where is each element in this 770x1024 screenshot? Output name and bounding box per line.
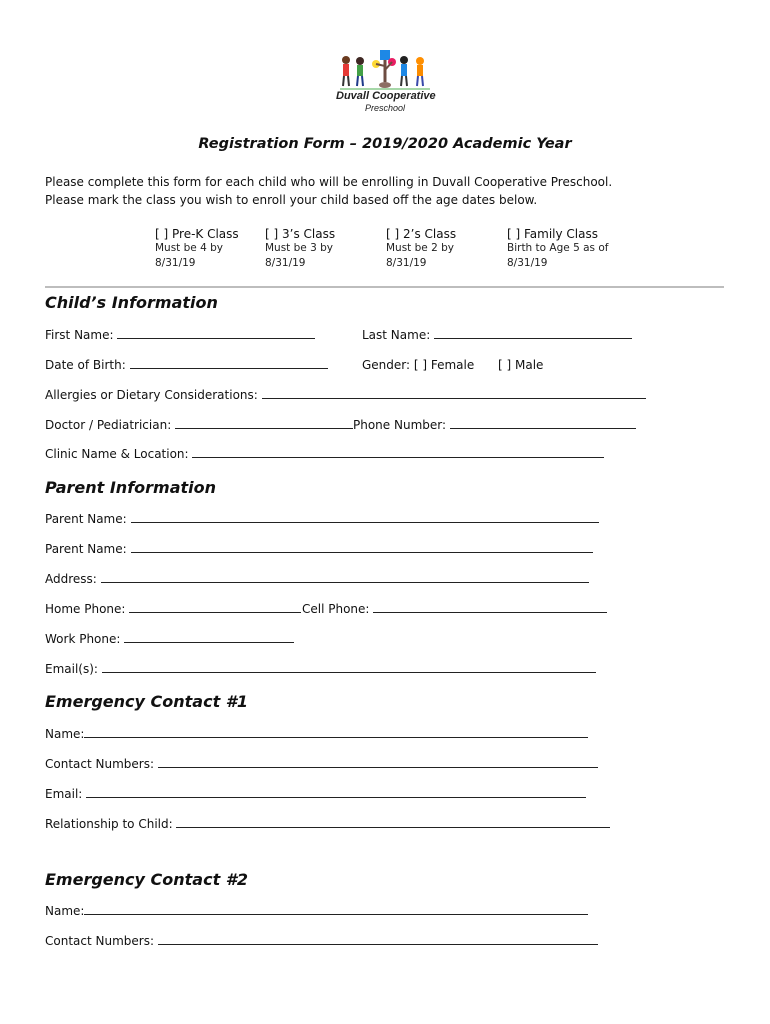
intro-line-2: Please mark the class you wish to enroll your child based off the age dates below. bbox=[45, 193, 538, 207]
clinic-label: Clinic Name & Location: bbox=[45, 447, 189, 461]
ec1-name-input[interactable] bbox=[84, 727, 588, 738]
parent-name-2-input[interactable] bbox=[131, 542, 593, 553]
parent-name-1-input[interactable] bbox=[131, 512, 599, 523]
form-title: Registration Form – 2019/2020 Academic Year bbox=[198, 136, 572, 152]
address-input[interactable] bbox=[101, 572, 589, 583]
work-phone-label: Work Phone: bbox=[45, 632, 121, 646]
ec1-numbers-field[interactable] bbox=[45, 757, 598, 771]
ec1-relationship-input[interactable] bbox=[176, 817, 610, 828]
class-option-family[interactable] bbox=[507, 227, 608, 269]
class-label: [ ] Pre-K Class bbox=[155, 227, 239, 241]
ec1-relationship-label: Relationship to Child: bbox=[45, 817, 173, 831]
intro-line-1: Please complete this form for each child who will be enrolling in Duvall Cooperative Preschool. bbox=[45, 175, 613, 189]
dob-label: Date of Birth: bbox=[45, 358, 126, 372]
parent-name-2-field[interactable] bbox=[45, 542, 593, 556]
gender-female-option[interactable]: Gender: [ ] Female bbox=[362, 358, 475, 372]
class-label: [ ] 3’s Class bbox=[265, 227, 336, 241]
parent-name-label: Parent Name: bbox=[45, 542, 127, 556]
ec1-numbers-label: Contact Numbers: bbox=[45, 757, 155, 771]
class-requirement: Must be 4 by bbox=[155, 242, 223, 254]
cell-phone-label: Cell Phone: bbox=[302, 602, 370, 616]
dob-field[interactable] bbox=[45, 358, 328, 372]
class-requirement: Must be 2 by bbox=[386, 242, 454, 254]
cell-phone-field[interactable] bbox=[302, 602, 607, 616]
home-phone-input[interactable] bbox=[129, 602, 301, 613]
class-option-prek[interactable] bbox=[155, 227, 239, 269]
parent-name-label: Parent Name: bbox=[45, 512, 127, 526]
section-emergency-1: Emergency Contact #1 bbox=[45, 692, 249, 711]
ec2-numbers-field[interactable] bbox=[45, 934, 598, 948]
phone-number-label: Phone Number: bbox=[353, 418, 447, 432]
dob-input[interactable] bbox=[130, 358, 328, 369]
section-emergency-2: Emergency Contact #2 bbox=[45, 870, 249, 889]
last-name-input[interactable] bbox=[434, 328, 632, 339]
home-phone-field[interactable] bbox=[45, 602, 301, 616]
phone-number-input[interactable] bbox=[450, 418, 636, 429]
ec1-name-field[interactable] bbox=[45, 727, 588, 741]
class-option-3s[interactable] bbox=[265, 227, 335, 269]
ec2-name-field[interactable] bbox=[45, 904, 588, 918]
class-date: 8/31/19 bbox=[507, 257, 548, 269]
ec2-name-label: Name: bbox=[45, 904, 85, 918]
allergies-field[interactable] bbox=[45, 388, 646, 402]
emails-field[interactable] bbox=[45, 662, 596, 676]
ec1-email-label: Email: bbox=[45, 787, 83, 801]
allergies-label: Allergies or Dietary Considerations: bbox=[45, 388, 258, 402]
class-date: 8/31/19 bbox=[265, 257, 306, 269]
class-requirement: Birth to Age 5 as of bbox=[507, 242, 609, 254]
parent-name-1-field[interactable] bbox=[45, 512, 599, 526]
class-label: [ ] Family Class bbox=[507, 227, 598, 241]
first-name-input[interactable] bbox=[117, 328, 315, 339]
last-name-field[interactable] bbox=[362, 328, 632, 342]
ec2-name-input[interactable] bbox=[84, 904, 588, 915]
doctor-field[interactable] bbox=[45, 418, 353, 432]
preschool-logo bbox=[336, 48, 434, 118]
class-requirement: Must be 3 by bbox=[265, 242, 333, 254]
address-label: Address: bbox=[45, 572, 97, 586]
emails-label: Email(s): bbox=[45, 662, 98, 676]
home-phone-label: Home Phone: bbox=[45, 602, 126, 616]
class-date: 8/31/19 bbox=[155, 257, 196, 269]
logo-subname: Preschool bbox=[364, 103, 406, 113]
work-phone-field[interactable] bbox=[45, 632, 294, 646]
children-illustration bbox=[336, 48, 434, 92]
class-label: [ ] 2’s Class bbox=[386, 227, 457, 241]
emails-input[interactable] bbox=[102, 662, 596, 673]
first-name-label: First Name: bbox=[45, 328, 114, 342]
clinic-field[interactable] bbox=[45, 447, 604, 461]
ec1-email-field[interactable] bbox=[45, 787, 586, 801]
address-field[interactable] bbox=[45, 572, 589, 586]
section-parent-info: Parent Information bbox=[45, 478, 217, 497]
section-child-info: Child’s Information bbox=[45, 293, 218, 312]
class-option-2s[interactable] bbox=[386, 227, 456, 269]
ec1-email-input[interactable] bbox=[86, 787, 586, 798]
gender-male-option[interactable]: [ ] Male bbox=[498, 358, 544, 372]
first-name-field[interactable] bbox=[45, 328, 315, 342]
logo-name: Duvall Cooperative bbox=[336, 90, 436, 102]
phone-number-field[interactable] bbox=[353, 418, 636, 432]
ec1-numbers-input[interactable] bbox=[158, 757, 598, 768]
doctor-label: Doctor / Pediatrician: bbox=[45, 418, 172, 432]
last-name-label: Last Name: bbox=[362, 328, 431, 342]
doctor-input[interactable] bbox=[175, 418, 353, 429]
ec2-numbers-input[interactable] bbox=[158, 934, 598, 945]
ec1-name-label: Name: bbox=[45, 727, 85, 741]
allergies-input[interactable] bbox=[262, 388, 646, 399]
ec1-relationship-field[interactable] bbox=[45, 817, 610, 831]
work-phone-input[interactable] bbox=[124, 632, 294, 643]
class-date: 8/31/19 bbox=[386, 257, 427, 269]
ec2-numbers-label: Contact Numbers: bbox=[45, 934, 155, 948]
cell-phone-input[interactable] bbox=[373, 602, 607, 613]
clinic-input[interactable] bbox=[192, 447, 604, 458]
section-divider bbox=[45, 286, 724, 288]
